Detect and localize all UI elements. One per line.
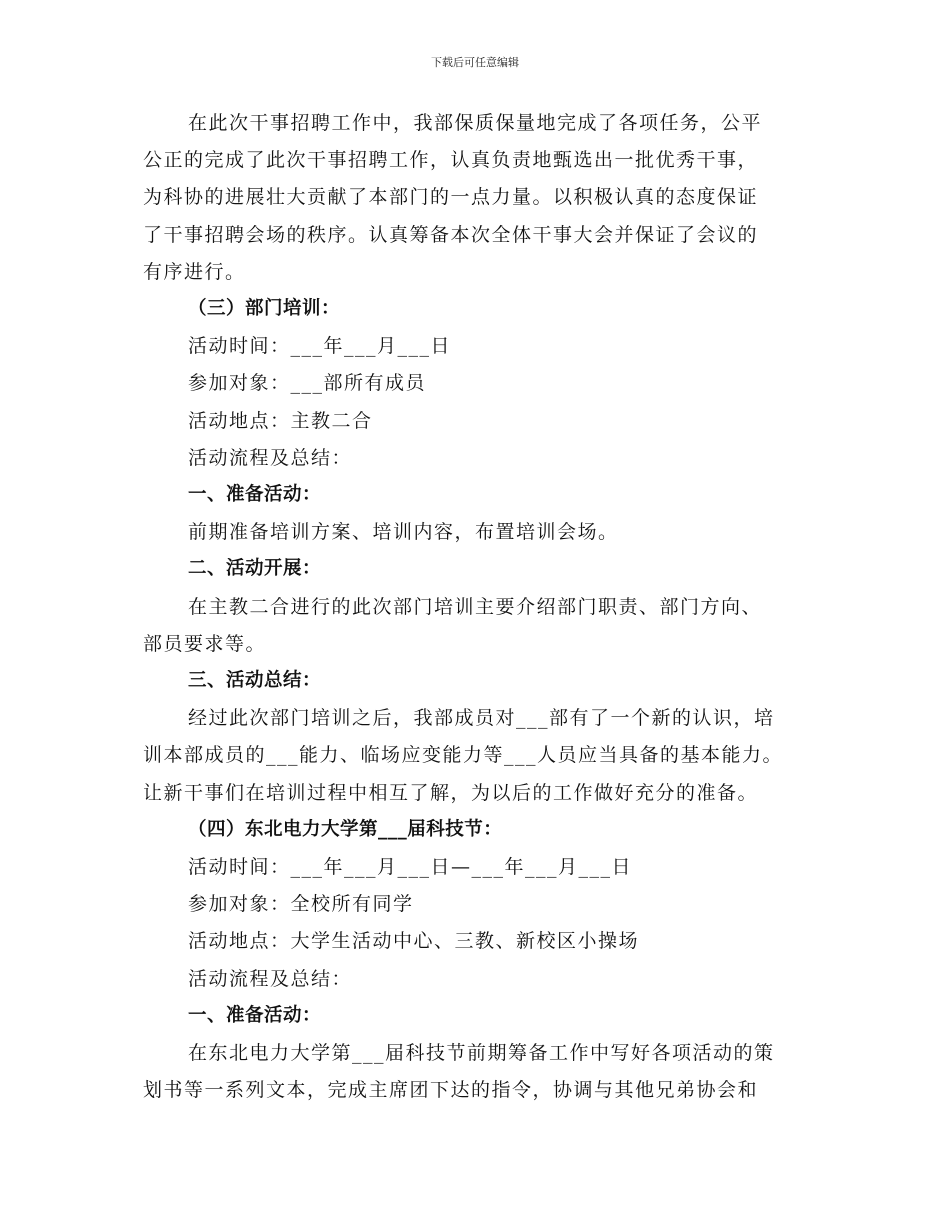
paragraph-line: 在此次干事招聘工作中，我部保质保量地完成了各项任务，公平	[188, 112, 763, 134]
paragraph-line: 公正的完成了此次干事招聘工作，认真负责地甄选出一批优秀干事，	[143, 149, 759, 172]
section-heading: 二、活动开展：	[188, 558, 322, 580]
page-header: 下载后可任意编辑	[431, 56, 519, 69]
section-heading: （四）东北电力大学第___届科技节：	[188, 818, 503, 840]
paragraph-line: 活动地点：大学生活动中心、三教、新校区小操场	[188, 930, 640, 953]
paragraph-line: 经过此次部门培训之后，我部成员对___部有了一个新的认识，培	[188, 707, 775, 730]
paragraph-line: 参加对象：全校所有同学	[188, 893, 414, 916]
paragraph-line: 参加对象：___部所有成员	[188, 372, 427, 395]
paragraph-line: 在主教二合进行的此次部门培训主要介绍部门职责、部门方向、	[188, 595, 763, 618]
paragraph-line: 部员要求等。	[143, 632, 267, 655]
paragraph-line: 为科协的进展壮大贡献了本部门的一点力量。以积极认真的态度保证	[143, 186, 759, 209]
section-heading: 一、准备活动：	[188, 1004, 322, 1026]
paragraph-line: 划书等一系列文本，完成主席团下达的指令，协调与其他兄弟协会和	[143, 1079, 759, 1102]
paragraph-line: 让新干事们在培训过程中相互了解，为以后的工作做好充分的准备。	[143, 781, 759, 804]
paragraph-line: 活动流程及总结：	[188, 446, 353, 469]
paragraph-line: 活动地点：主教二合	[188, 409, 373, 432]
section-heading: 三、活动总结：	[188, 670, 322, 691]
paragraph-line: 前期准备培训方案、培训内容，布置培训会场。	[188, 521, 619, 544]
section-heading: （三）部门培训：	[188, 298, 341, 319]
section-heading: 一、准备活动：	[188, 484, 322, 505]
paragraph-line: 活动流程及总结：	[188, 967, 353, 990]
paragraph-line: 活动时间：___年___月___日—___年___月___日	[188, 856, 633, 878]
paragraph-line: 了干事招聘会场的秩序。认真筹备本次全体干事大会并保证了会议的	[143, 223, 759, 246]
paragraph-line: 有序进行。	[143, 260, 246, 283]
paragraph-line: 在东北电力大学第___届科技节前期筹备工作中写好各项活动的策	[188, 1042, 775, 1064]
paragraph-line: 活动时间：___年___月___日	[188, 335, 452, 358]
paragraph-line: 训本部成员的___能力、临场应变能力等___人员应当具备的基本能力。	[143, 744, 784, 767]
